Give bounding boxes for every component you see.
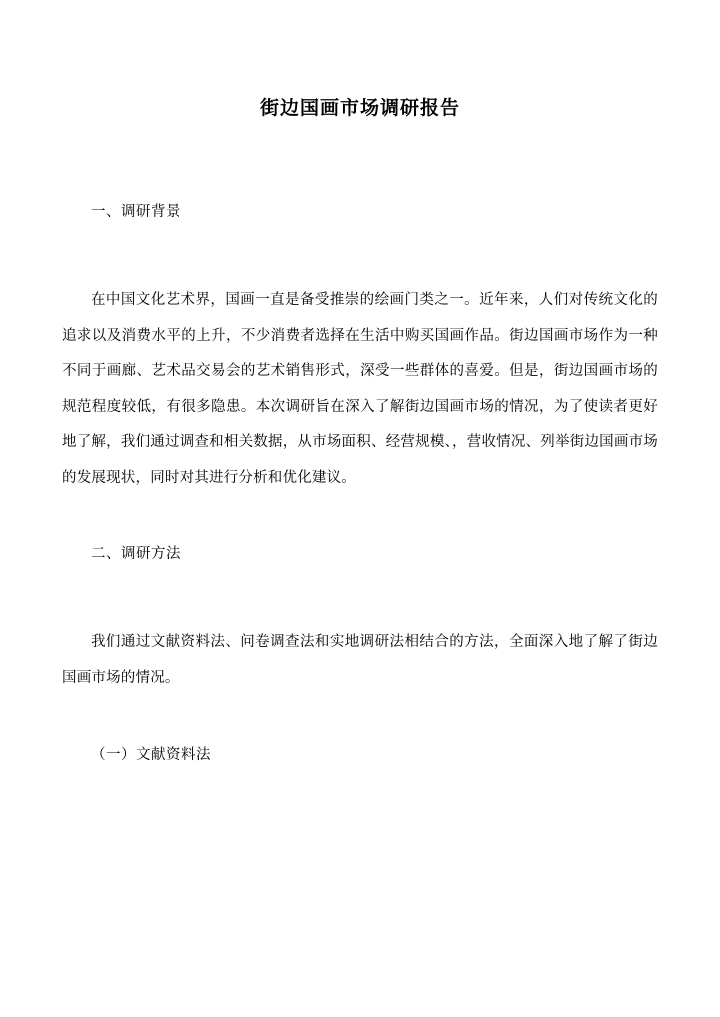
- spacer: [62, 569, 658, 625]
- section-heading-method: 二、调研方法: [91, 546, 181, 563]
- page-title: 街边国画市场调研报告: [259, 98, 460, 119]
- section-heading-background: 一、调研背景: [91, 204, 181, 221]
- spacer: [62, 227, 658, 283]
- spacer: [62, 496, 658, 540]
- paragraph-background: 在中国文化艺术界，国画一直是备受推崇的绘画门类之一。近年来，人们对传统文化的追求以及消费水平的上升，不少消费者选择在生活中购买国画作品。街边国画市场作为一种不同于画廊、艺术品交易会的艺术销售形式，深受一些群体的喜爱。但是，街边国画市场的规范程度较低，有很多隐患。本次调研旨在深入了解街边国画市场的情况，为了使读者更好地了解，我们通过调查和相关数据，从市场面积、经营规模、，营收情况、列举街边国画市场的发展现状，同时对其进行分析和优化建议。: [62, 292, 658, 486]
- subsection-heading-literature: （一）文献资料法: [91, 746, 211, 763]
- spacer: [62, 124, 658, 198]
- paragraph-method: 我们通过文献资料法、问卷调查法和实地调研法相结合的方法，全面深入地了解了街边国画市场的情况。: [62, 634, 658, 686]
- spacer: [62, 697, 658, 741]
